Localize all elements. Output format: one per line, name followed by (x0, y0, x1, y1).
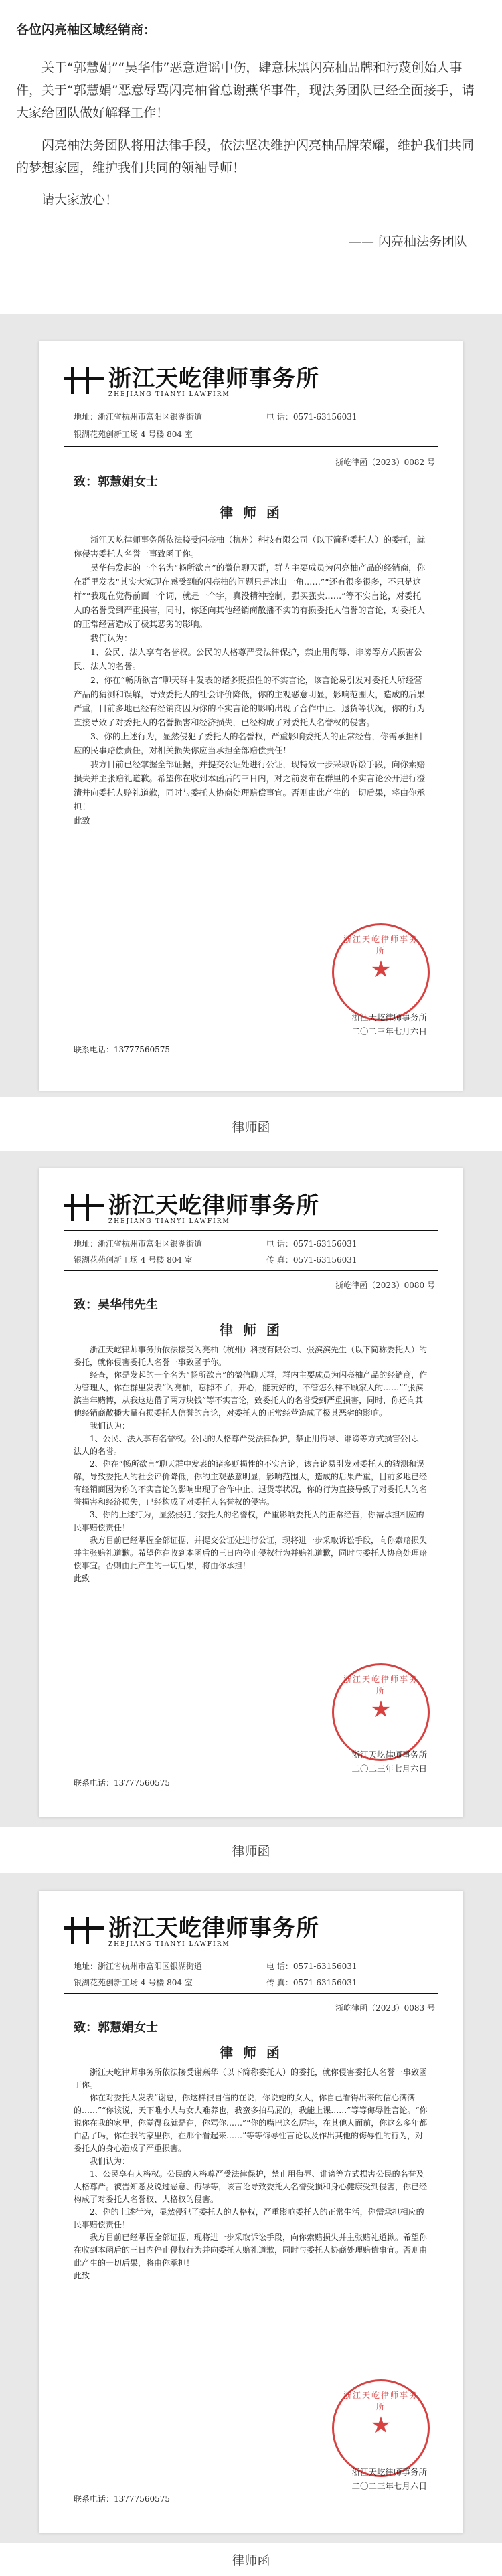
letter-body: 浙江天屹律师事务所依法接受谢燕华（以下简称委托人）的委托，就你侵害委托人名誉一事致函于你。 你在对委托人发表“谢总，你这样很自信的在说，你说她的女人，你自己看得出来的信心满满的……”“你该说，天下唯小人与女人难养也，我蛮多拍马屁的，我能上课……”等等侮辱性言论。“你说你在我的家里，你觉得我就是在，你骂你……”“你的嘴巴这么厉害，在其他人面前，你这么多年都白活了吗，你在我的家里你，在那个看起来……”等等侮辱性言论以及作出其他的侮辱性的行为，对委托人的身心造成了严重损害。 我们认为： 1、公民享有人格权。公民的人格尊严受法律保护，禁止用侮辱、诽谤等方式损害公民的名誉及人格尊严。被告知悉及说过恶意、侮辱等，该言论导致委托人名誉受损和身心健康受到侵害，你已经构成了对委托人名誉权、人格权的侵害。 2、你的上述行为，显然侵犯了委托人的人格权，严重影响委托人的正常生活，你需承担相应的民事赔偿责任！ 我方目前已经掌握全部证据，现将进一步采取诉讼手段，向你索赔损失并主张赔礼道歉。希望你在收到本函后的三日内停止侵权行为并向委托人赔礼道歉，同时与委托人协商处理赔偿事宜。否则由此产生的一切后果，将由你承担！ 此致 (74, 2067, 428, 2280)
letter-image-3 (0, 1873, 502, 2543)
divider (64, 1993, 438, 1994)
star-icon: ★ (370, 1696, 392, 1723)
contact-line: 联系电话：13777560575 (74, 1045, 170, 1054)
reference-number: 浙屹律函（2023）0083 号 (335, 2003, 435, 2013)
letterhead (64, 360, 319, 398)
letter-title: 律 师 函 (220, 504, 282, 521)
official-seal (332, 1663, 430, 1761)
image-caption: 律师函 (232, 1120, 270, 1135)
letter-body: 浙江天屹律师事务所依法接受闪亮柚（杭州）科技有限公司、张滨滨先生（以下简称委托人）的委托，就你侵害委托人名誉一事致函于你。 经查，你是发起的一个名为“畅所欲言”的微信聊天群，群内主要成员为闪亮柚产品的经销商，作为管理人，你在群里发表“闪亮柚，忘掉不了，开心，能玩好的，不管怎么样不顾家人的……”“张滨滨当年赌博，从我这边借了两万块钱”等不实言论，致委托人的名誉受到严重损害，同时，你还向其他经销商散播大量有损委托人信誉的言论，对委托人的正常经营造成了极其恶劣的影响。 我们认为： 1、公民、法人享有名誉权。公民的人格尊严受法律保护，禁止用侮辱、诽谤等方式损害公民、法人的名誉。 2、你在“畅所欲言”聊天群中发表的诸多贬损性的不实言论，该言论易引发对委托人的猜测和误解，导致委托人的社会评价降低，你的主观恶意明显，影响范围大，造成的后果严重，目前多地已经有经销商因为你的不实言论的影响出现了合作中止、退货等状况，你的行为直接导致了对委托人的名誉损害和经济损失，已经构成了对委托人名誉权的侵害。 3、你的上述行为，显然侵犯了委托人的名誉权，严重影响委托人的正常经营，你需承担相应的民事赔偿责任！ 我方目前已经掌握全部证据，并提交公证处进行公证，现将进一步采取诉讼手段，向你索赔损失并主张赔礼道歉。希望你在收到本函后的三日内停止侵权行为并赔礼道歉，同时与委托人协商处理赔偿事宜。否则由此产生的一切后果，将由你承担！ 此致 (74, 1345, 428, 1583)
official-seal (332, 2379, 430, 2477)
divider (64, 1230, 438, 1231)
intro-paragraph: 请大家放心！ (41, 193, 118, 207)
letter-paper (39, 1891, 463, 2533)
tel-line: 电 话：0571-63156031 (266, 412, 357, 422)
divider (64, 446, 438, 447)
tel-line: 电 话：0571-63156031 (266, 1962, 357, 1971)
fax-line: 传 真：0571-63156031 (266, 1255, 357, 1265)
firm-name: 浙江天屹律师事务所 (108, 1192, 319, 1219)
address-line: 地址：浙江省杭州市富阳区银湖街道 (74, 412, 203, 422)
letterhead (64, 1187, 319, 1225)
firm-name-en: ZHEJIANG TIANYI LAWFIRM (108, 391, 230, 398)
firm-name: 浙江天屹律师事务所 (108, 1915, 319, 1942)
official-seal (332, 923, 430, 1021)
letter-image-1 (0, 314, 502, 1097)
firm-name: 浙江天屹律师事务所 (108, 365, 319, 392)
letter-body: 浙江天屹律师事务所依法接受闪亮柚（杭州）科技有限公司（以下简称委托人）的委托，就你侵害委托人名誉一事致函于你。 吴华伟发起的一个名为“畅所欲言”的微信聊天群，群内主要成员为闪亮柚产品的经销商，你在群里发表“其实大家现在感受到的闪亮柚的问题只是冰山一角……”“还有很多很多，不只是这样”“我现在觉得前面一个词，就是一个字，真没精神控制，强买强卖……”等不实言论，对委托人的名誉受到严重损害，同时，你还向其他经销商散播不实的有损委托人信誉的言论，对委托人的正常经营造成了极其恶劣的影响。 我们认为： 1、公民、法人享有名誉权。公民的人格尊严受法律保护，禁止用侮辱、诽谤等方式损害公民、法人的名誉。 2、你在“畅所欲言”聊天群中发表的诸多贬损性的不实言论，该言论易引发对委托人所经营产品的猜测和误解，导致委托人的社会评价降低，你的主观恶意明显，影响范围大，造成的后果严重，目前多地已经有经销商因为你的不实言论的影响出现了合作中止、退货等状况，你的行为直接导致了对委托人的名誉损害和经济损失，已经构成了对委托人名誉权的侵害。 3、你的上述行为，显然侵犯了委托人的名誉权，严重影响委托人的正常经营，你需承担相应的民事赔偿责任，对相关损失你应当承担全部赔偿责任！ 我方目前已经掌握全部证据，并提交公证处进行公证，现特致一步采取诉讼手段，向你索赔损失并主张赔礼道歉。希望你在收到本函后的三日内，对之前发布在群里的不实言论公开进行澄清并向委托人赔礼道歉，同时与委托人协商处理赔偿事宜。否则由此产生的一切后果，将由你承担！ 此致 (74, 535, 426, 826)
signature-block: 浙江天屹律师事务所 二〇二三年七月六日 (351, 2467, 427, 2491)
seal-text: 浙江天屹律师事务所 (343, 2391, 419, 2411)
recipient: 致：郭慧娟女士 (74, 2021, 158, 2035)
letter-paper (39, 1168, 463, 1817)
signature-block: 浙江天屹律师事务所 二〇二三年七月六日 (351, 1750, 427, 1774)
address-line-2: 银湖花苑创新工场 4 号楼 804 室 (74, 1978, 193, 1987)
recipient: 致：吴华伟先生 (74, 1298, 158, 1312)
address-line-2: 银湖花苑创新工场 4 号楼 804 室 (74, 430, 193, 439)
signature-block: 浙江天屹律师事务所 二〇二三年七月六日 (351, 1012, 427, 1036)
intro-signature: —— 闪亮柚法务团队 (348, 234, 467, 249)
firm-logo-icon (64, 1192, 104, 1221)
seal-text: 浙江天屹律师事务所 (343, 935, 419, 955)
letter-title: 律 师 函 (220, 1322, 282, 1338)
fax-line: 传 真：0571-63156031 (266, 1978, 357, 1987)
image-caption: 律师函 (232, 2553, 270, 2568)
letter-title: 律 师 函 (220, 2045, 282, 2061)
tel-line: 电 话：0571-63156031 (266, 1239, 357, 1249)
letterhead (64, 1910, 319, 1948)
intro-section (0, 0, 502, 253)
star-icon: ★ (370, 2412, 392, 2439)
star-icon: ★ (370, 956, 392, 983)
reference-number: 浙屹律函（2023）0082 号 (335, 458, 435, 467)
reference-number: 浙屹律函（2023）0080 号 (335, 1281, 435, 1290)
firm-logo-icon (64, 1914, 104, 1944)
intro-heading: 各位闪亮柚区域经销商： (16, 23, 157, 37)
firm-name-en: ZHEJIANG TIANYI LAWFIRM (108, 1941, 230, 1948)
seal-text: 浙江天屹律师事务所 (343, 1675, 419, 1695)
contact-line: 联系电话：13777560575 (74, 2494, 170, 2504)
intro-paragraph: 闪亮柚法务团队将用法律手段，依法坚决维护闪亮柚品牌荣耀，维护我们共同的梦想家园，维护我们共同的领袖导师！ (16, 138, 475, 175)
firm-name-en: ZHEJIANG TIANYI LAWFIRM (108, 1218, 230, 1225)
contact-line: 联系电话：13777560575 (74, 1778, 170, 1788)
recipient: 致：郭慧娟女士 (74, 475, 158, 489)
address-line-2: 银湖花苑创新工场 4 号楼 804 室 (74, 1255, 193, 1265)
firm-logo-icon (64, 365, 104, 394)
letter-image-2 (0, 1151, 502, 1827)
address-line: 地址：浙江省杭州市富阳区银湖街道 (74, 1239, 203, 1249)
letter-paper (39, 341, 463, 1091)
article-page (0, 0, 502, 253)
intro-paragraph: 关于“郭慧娟”“吴华伟”恶意造谣中伤，肆意抹黑闪亮柚品牌和污蔑创始人事件，关于“郭慧娟”恶意辱骂闪亮柚省总谢燕华事件，现法务团队已经全面接手，请大家给团队做好解释工作！ (16, 60, 475, 120)
divider (64, 1270, 438, 1271)
address-line: 地址：浙江省杭州市富阳区银湖街道 (74, 1962, 203, 1971)
image-caption: 律师函 (232, 1844, 270, 1859)
